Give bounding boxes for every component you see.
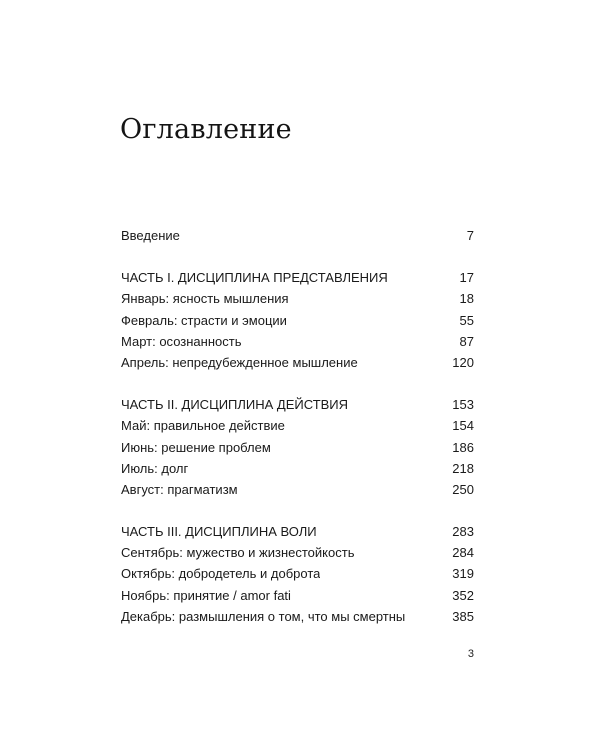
- toc-entry[interactable]: [121, 288, 474, 309]
- toc-entry[interactable]: [121, 352, 474, 373]
- toc-section-part-1: [121, 267, 474, 373]
- toc-entry-title: Февраль: страсти и эмоции: [121, 312, 287, 328]
- toc-entry[interactable]: [121, 437, 474, 458]
- toc-entry-title: Май: правильное действие: [121, 418, 285, 434]
- toc-entry-page: 218: [452, 460, 474, 476]
- toc-entry-page: 352: [452, 587, 474, 603]
- toc-entry-title: Март: осознанность: [121, 333, 242, 349]
- toc-entry-page: 154: [452, 418, 474, 434]
- toc-entry-page: 7: [466, 228, 474, 243]
- toc-entry-page: 17: [459, 270, 474, 286]
- toc-entry[interactable]: [121, 606, 474, 627]
- toc-entry[interactable]: [121, 542, 474, 563]
- toc-entry-page: 250: [452, 481, 474, 497]
- toc-entry-page: 55: [459, 312, 474, 328]
- toc-section-introduction: [121, 225, 474, 246]
- toc-entry-page: 385: [452, 608, 474, 624]
- toc-entry[interactable]: [121, 310, 474, 331]
- toc-entry[interactable]: [121, 458, 474, 479]
- toc-entry-title: Июнь: решение проблем: [121, 439, 271, 455]
- toc-entry-title: Сентябрь: мужество и жизнестойкость: [121, 545, 355, 561]
- toc-entry-page: 18: [459, 291, 474, 307]
- toc-part-heading[interactable]: [121, 267, 474, 288]
- toc-entry-page: 120: [452, 354, 474, 370]
- toc-entry-page: 87: [459, 333, 474, 349]
- toc-entry[interactable]: [121, 479, 474, 500]
- toc-entry-page: 186: [452, 439, 474, 455]
- toc-entry-title: Июль: долг: [121, 460, 189, 476]
- toc-entry[interactable]: [121, 585, 474, 606]
- toc-entry-title: Апрель: непредубежденное мышление: [121, 354, 358, 370]
- toc-entry-title: Август: прагматизм: [121, 481, 238, 497]
- toc-entry-page: 283: [452, 524, 474, 540]
- toc-entry-title: Декабрь: размышления о том, что мы смертны: [121, 608, 406, 624]
- toc-entry-title: Январь: ясность мышления: [121, 291, 289, 307]
- toc-entry-page: 319: [452, 566, 474, 582]
- toc-entry-title: ЧАСТЬ II. ДИСЦИПЛИНА ДЕЙСТВИЯ: [121, 397, 349, 413]
- toc-entry[interactable]: [121, 225, 474, 246]
- toc-entry[interactable]: [121, 415, 474, 436]
- toc-entry-page: 284: [452, 545, 474, 561]
- toc-part-heading[interactable]: [121, 394, 474, 415]
- page-number: 3: [467, 648, 474, 660]
- toc-entry-title: ЧАСТЬ I. ДИСЦИПЛИНА ПРЕДСТАВЛЕНИЯ: [121, 270, 388, 286]
- toc-entry-title: ЧАСТЬ III. ДИСЦИПЛИНА ВОЛИ: [121, 524, 317, 540]
- toc-section-part-2: [121, 394, 474, 500]
- toc-entry[interactable]: [121, 331, 474, 352]
- table-of-contents: [121, 225, 474, 627]
- toc-entry-title: Ноябрь: принятие / amor fati: [121, 587, 291, 603]
- toc-entry-page: 153: [452, 397, 474, 413]
- toc-part-heading[interactable]: [121, 521, 474, 542]
- toc-entry[interactable]: [121, 563, 474, 584]
- toc-entry-title: Октябрь: добродетель и доброта: [121, 566, 321, 582]
- toc-entry-title: Введение: [121, 228, 180, 243]
- page-title: Оглавление: [120, 114, 292, 145]
- toc-section-part-3: [121, 521, 474, 627]
